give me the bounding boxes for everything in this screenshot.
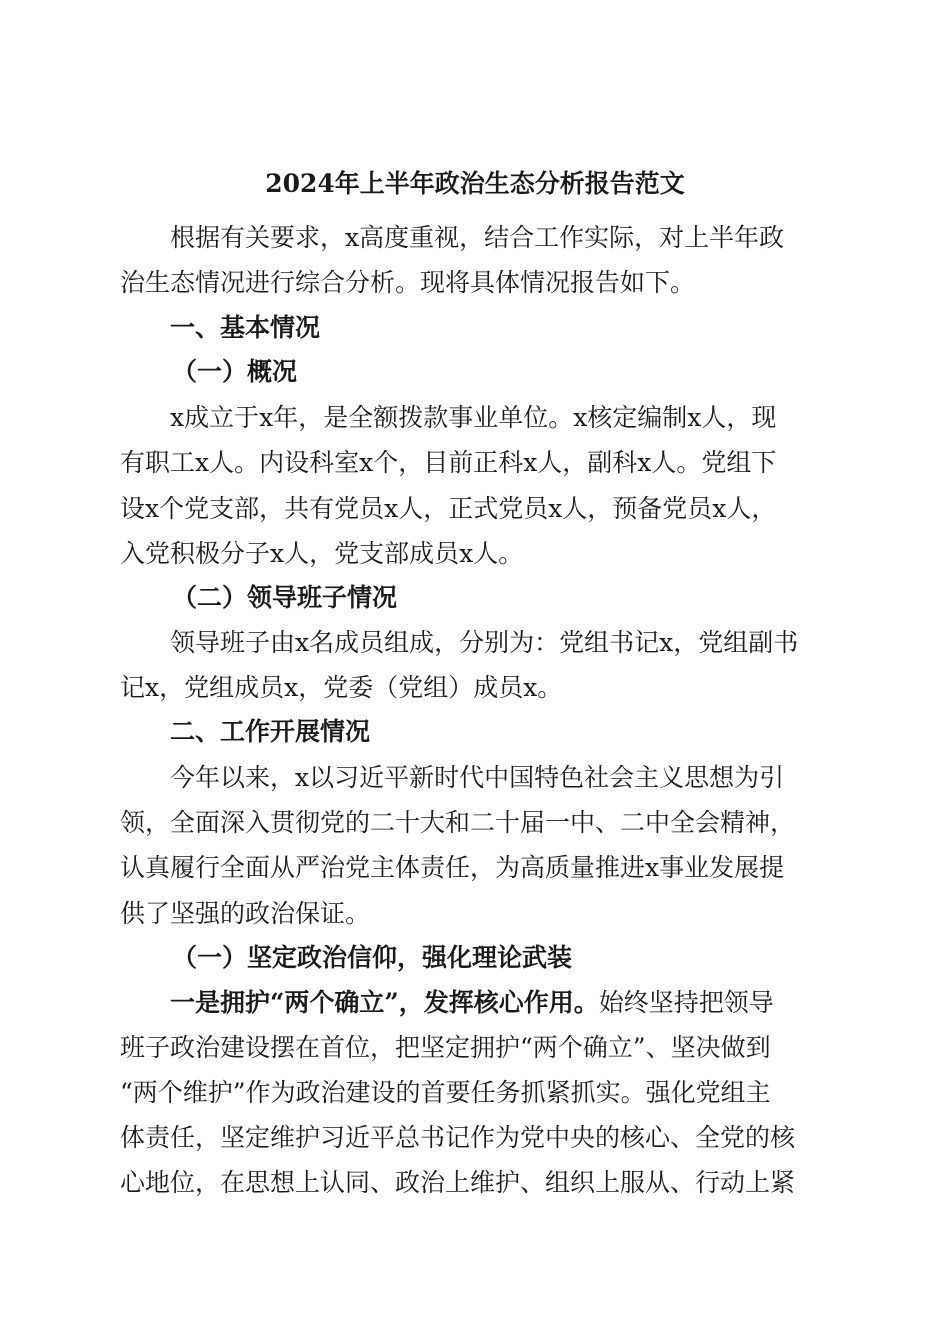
point1-line-4: 体责任，坚定维护习近平总书记作为党中央的核心、全党的核 <box>120 1123 796 1152</box>
point1-line-1 <box>170 985 802 1021</box>
overview-line-1: x成立于x年，是全额拨款事业单位。x核定编制x人，现 <box>170 403 777 432</box>
point1-line-3: “两个维护”作为政治建设的首要任务抓紧抓实。强化党组主 <box>120 1078 771 1107</box>
section1-sub2-heading: （二）领导班子情况 <box>172 583 398 612</box>
point1-line-5: 心地位，在思想上认同、政治上维护、组织上服从、行动上紧 <box>120 1168 796 1197</box>
overview-line-3: 设x个党支部，共有党员x人，正式党员x人，预备党员x人， <box>120 494 777 523</box>
work-line-3: 认真履行全面从严治党主体责任，为高质量推进x事业发展提 <box>120 853 785 882</box>
section2-heading: 二、工作开展情况 <box>170 717 371 746</box>
work-line-4: 供了坚强的政治保证。 <box>120 899 371 928</box>
point1-first-rest: 始终坚持把领导 <box>598 988 774 1017</box>
point1-bold-lead: 一是拥护“两个确立”，发挥核心作用。 <box>170 988 599 1017</box>
work-line-1: 今年以来，x以习近平新时代中国特色社会主义思想为引 <box>170 763 785 792</box>
leadership-line-1: 领导班子由x名成员组成，分别为：党组书记x，党组副书 <box>170 628 799 657</box>
intro-line-1: 根据有关要求，x高度重视，结合工作实际，对上半年政 <box>170 223 785 252</box>
overview-line-2: 有职工x人。内设科室x个，目前正科x人，副科x人。党组下 <box>120 448 777 477</box>
section1-sub1-heading: （一）概况 <box>172 357 298 386</box>
section1-heading: 一、基本情况 <box>170 313 321 342</box>
work-line-2: 领，全面深入贯彻党的二十大和二十届一中、二中全会精神， <box>120 808 796 837</box>
section2-sub1-heading: （一）坚定政治信仰，强化理论武装 <box>172 943 573 972</box>
leadership-line-2: 记x，党组成员x，党委（党组）成员x。 <box>120 673 563 702</box>
document-title: 2024年上半年政治生态分析报告范文 <box>265 169 685 198</box>
intro-line-2: 治生态情况进行综合分析。现将具体情况报告如下。 <box>120 268 696 297</box>
overview-line-4: 入党积极分子x人，党支部成员x人。 <box>120 539 524 568</box>
point1-line-2: 班子政治建设摆在首位，把坚定拥护“两个确立”、坚决做到 <box>120 1033 771 1062</box>
